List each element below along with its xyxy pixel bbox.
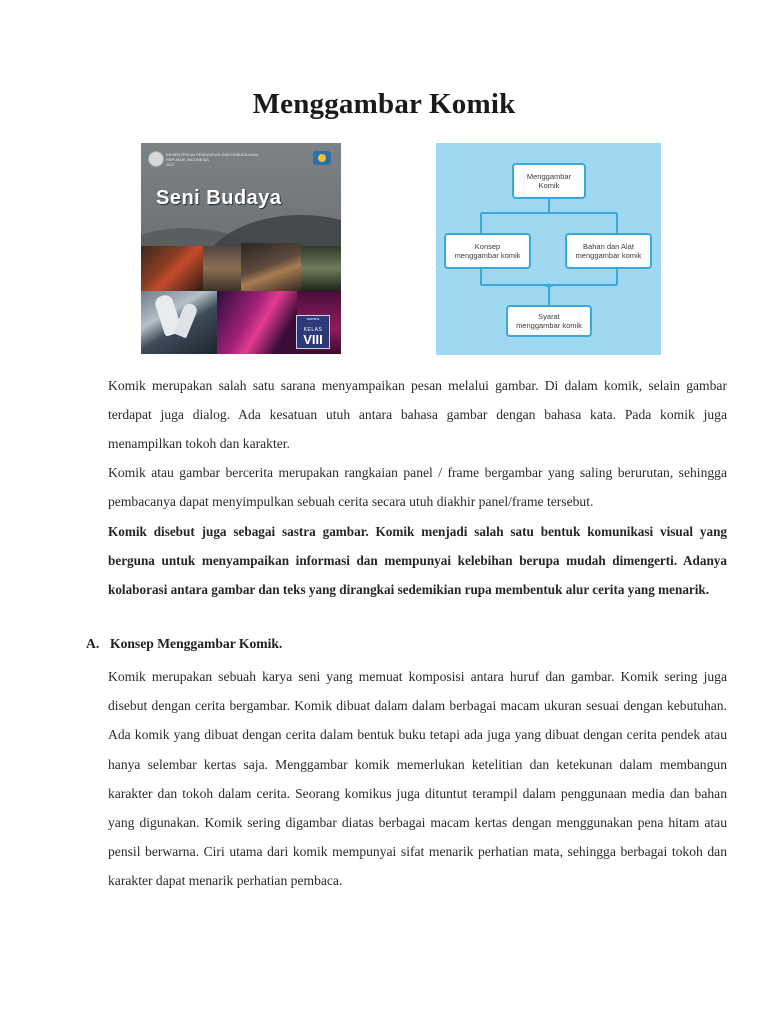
cover-photo-stage-dance bbox=[217, 291, 297, 354]
cover-title: Seni Budaya bbox=[156, 187, 282, 209]
cover-photo-craft bbox=[241, 243, 301, 293]
section-a-title: Konsep Menggambar Komik. bbox=[110, 636, 283, 651]
intro-paragraph-1: Komik merupakan salah satu sarana menyampaikan pesan melalui gambar. Di dalam komik, selain gambar terdapat juga dialog. Ada kesatuan utuh antara bahasa gambar dengan bahasa kata. Pada komik juga menampilkan tokoh dan karakter. bbox=[108, 378, 727, 452]
intro-paragraph-bold: Komik disebut juga sebagai sastra gambar. Komik menjadi salah satu bentuk komunikasi visual yang berguna untuk menyampaikan informasi dan mempunyai kelebihan berupa mudah dimengerti. Adanya kolaborasi antara gambar dan teks yang dirangkai sedemikian rupa membentuk alur cerita yang menarik. bbox=[108, 524, 727, 598]
concept-diagram bbox=[436, 143, 661, 355]
diagram-box-bottom-line2: menggambar komik bbox=[516, 321, 582, 330]
diagram-box-right-line1: Bahan dan Alat bbox=[583, 242, 634, 251]
ministry-logo-icon bbox=[148, 151, 164, 167]
kelas-badge-label: KELAS bbox=[303, 327, 323, 333]
diagram-box-top bbox=[512, 163, 586, 199]
cover-photo-dancers bbox=[141, 246, 203, 291]
diagram-box-left-line1: Konsep bbox=[474, 242, 501, 251]
cover-photo-garden bbox=[301, 246, 341, 291]
cover-publisher-text: KEMENTERIAN PENDIDIKAN DAN KEBUDAYAAN REPUBLIK INDONESIA 2017 bbox=[166, 152, 258, 167]
diagram-box-top-line2: Komik bbox=[538, 181, 560, 190]
diagram-box-right bbox=[565, 233, 652, 269]
diagram-box-left bbox=[444, 233, 531, 269]
intro-paragraph-2: Komik atau gambar bercerita merupakan rangkaian panel / frame bergambar yang saling berurutan, sehingga pembacanya dapat menyimpulkan sebuah cerita secara utuh diakhir panel/frame tersebut. bbox=[108, 465, 727, 510]
kelas-badge-number: VIII bbox=[303, 332, 323, 347]
seni-budaya-book-cover bbox=[141, 143, 341, 354]
kelas-badge-top: SMP/MTs bbox=[306, 317, 320, 321]
diagram-box-right-line2: menggambar komik bbox=[575, 251, 642, 260]
diagram-box-left-line2: menggambar komik bbox=[454, 251, 521, 260]
kelas-badge bbox=[296, 315, 330, 349]
diagram-box-top-line1: Menggambar bbox=[526, 172, 572, 181]
page-title: Menggambar Komik bbox=[252, 88, 516, 120]
diagram-box-bottom-line1: Syarat bbox=[538, 312, 560, 321]
section-a-marker: A. bbox=[86, 636, 100, 651]
curriculum-logo-icon bbox=[313, 151, 331, 165]
section-a-heading bbox=[86, 636, 282, 652]
section-a-body: Komik merupakan sebuah karya seni yang memuat komposisi antara huruf dan gambar. Komik sering juga disebut dengan cerita bergambar. Komik dibuat dalam dalam berbagai macam ukuran sesuai dengan kebutuhan. Ada komik yang dibuat dengan cerita dalam bentuk buku tetapi ada juga yang dibuat dengan cerita pendek atau hanya selembar kertas saja. Menggambar komik memerlukan ketelitian dan ketekunan dalam membangun karakter dan tokoh dalam cerita. Seorang komikus juga dituntut terampil dalam penggunaan media dan bahan yang digunakan. Komik sering digambar diatas berbagai macam kertas dengan menggunakan pena hitam atau pensil berwarna. Ciri utama dari komik mempunyai sifat menarik perhatian mata, sehingga berbagai tokoh dan karakter dapat menarik perhatian pembaca. bbox=[108, 669, 727, 889]
cover-photo-sculpture bbox=[203, 246, 241, 291]
diagram-box-bottom bbox=[506, 305, 592, 337]
